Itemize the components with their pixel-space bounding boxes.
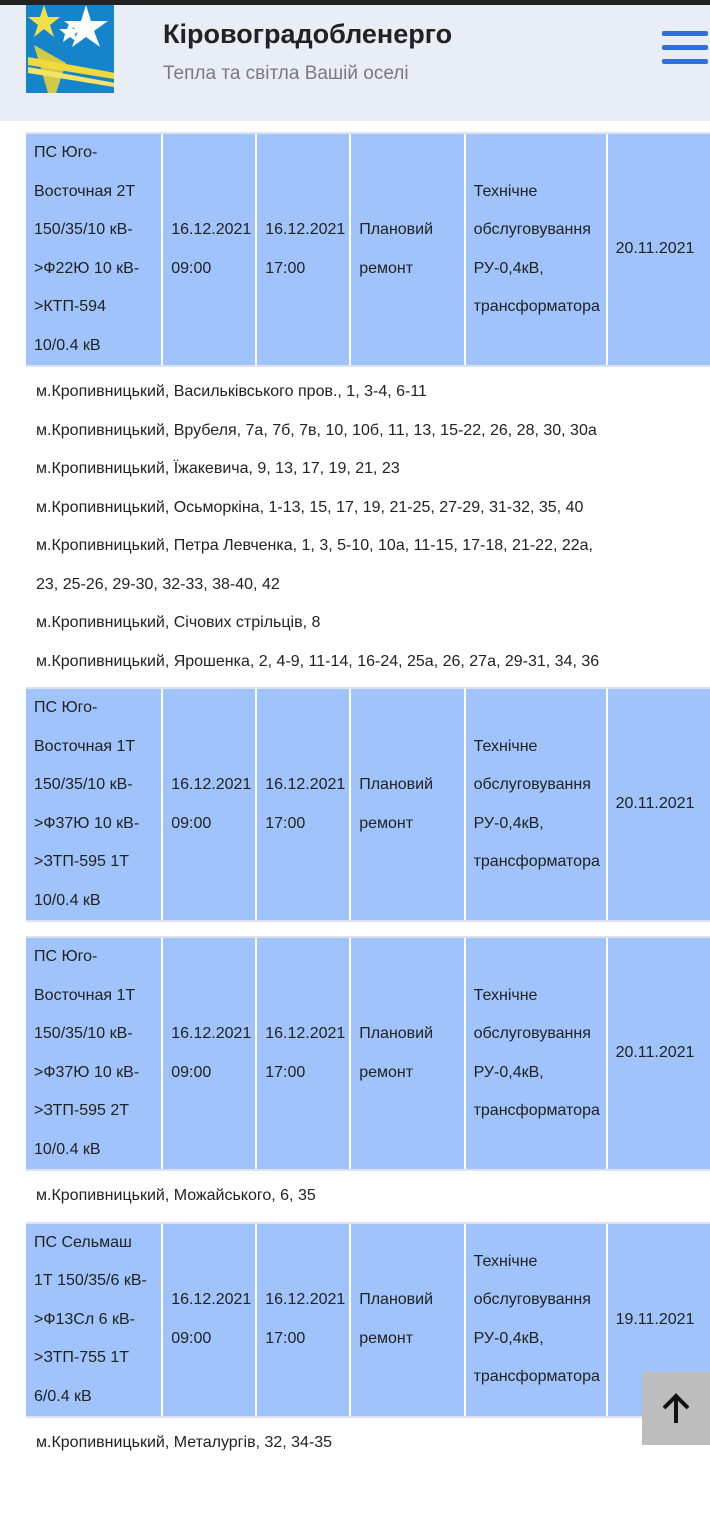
row-spacer	[26, 922, 710, 936]
outage-table	[26, 132, 710, 1469]
hamburger-menu-icon[interactable]	[662, 31, 708, 67]
address-item: м.Кропивницький, Ярошенка, 2, 4-9, 11-14, 16-24, 25а, 26, 27а, 29-31, 34, 36	[36, 652, 600, 670]
site-subtitle: Тепла та світла Вашій оселі	[163, 63, 409, 84]
work-type-cell: Плановий ремонт	[351, 689, 463, 920]
published-date-cell: 19.11.2021	[608, 1224, 710, 1417]
start-time-cell: 16.12.2021 09:00	[163, 689, 255, 920]
address-list	[26, 1418, 710, 1469]
table-row	[26, 132, 710, 367]
substation-cell: ПС Юго-Восточная 1Т 150/35/10 кВ->Ф37Ю 10 кВ->ЗТП-595 2Т 10/0.4 кВ	[26, 938, 161, 1169]
work-type-cell: Плановий ремонт	[351, 1224, 463, 1417]
address-item: м.Кропивницький, Осьморкіна, 1-13, 15, 17, 19, 21-25, 27-29, 31-32, 35, 40	[36, 498, 584, 516]
site-title[interactable]: Кіровоградобленерго	[163, 19, 453, 49]
end-time-cell: 16.12.2021 17:00	[257, 689, 349, 920]
published-date-cell: 20.11.2021	[608, 938, 710, 1169]
published-date-cell: 20.11.2021	[608, 134, 710, 365]
reason-cell: Технічне обслуговування РУ-0,4кВ, трансформатора	[466, 134, 606, 365]
work-type-cell: Плановий ремонт	[351, 938, 463, 1169]
address-list	[26, 1171, 710, 1222]
end-time-cell: 16.12.2021 17:00	[257, 134, 349, 365]
table-row	[26, 936, 710, 1171]
published-date-cell: 20.11.2021	[608, 689, 710, 920]
substation-cell: ПС Юго-Восточная 2Т 150/35/10 кВ->Ф22Ю 10 кВ->КТП-594 10/0.4 кВ	[26, 134, 161, 365]
address-item: м.Кропивницький, Їжакевича, 9, 13, 17, 19, 21, 23	[36, 460, 400, 477]
substation-cell: ПС Сельмаш 1Т 150/35/6 кВ->Ф13Сл 6 кВ->ЗТП-755 1Т 6/0.4 кВ	[26, 1224, 161, 1417]
address-item: м.Кропивницький, Можайського, 6, 35	[36, 1187, 316, 1204]
scroll-to-top-button[interactable]	[642, 1372, 710, 1445]
address-item: м.Кропивницький, Січових стрільців, 8	[36, 614, 321, 631]
address-item: м.Кропивницький, Металургів, 32, 34-35	[36, 1434, 333, 1451]
table-row	[26, 687, 710, 922]
stars-logo-icon[interactable]	[26, 5, 114, 93]
reason-cell: Технічне обслуговування РУ-0,4кВ, трансформатора	[466, 938, 606, 1169]
start-time-cell: 16.12.2021 09:00	[163, 134, 255, 365]
reason-cell: Технічне обслуговування РУ-0,4кВ, трансформатора	[466, 1224, 606, 1417]
start-time-cell: 16.12.2021 09:00	[163, 938, 255, 1169]
start-time-cell: 16.12.2021 09:00	[163, 1224, 255, 1417]
end-time-cell: 16.12.2021 17:00	[257, 1224, 349, 1417]
work-type-cell: Плановий ремонт	[351, 134, 463, 365]
reason-cell: Технічне обслуговування РУ-0,4кВ, трансформатора	[466, 689, 606, 920]
address-list	[26, 367, 710, 687]
site-header	[0, 5, 710, 121]
address-item: м.Кропивницький, Васильківського пров., 1, 3-4, 6-11	[36, 383, 427, 400]
address-item: м.Кропивницький, Петра Левченка, 1, 3, 5-10, 10а, 11-15, 17-18, 21-22, 22а, 23, 25-26, 29-30, 32-33, 38-40, 42	[36, 537, 593, 593]
substation-cell: ПС Юго-Восточная 1Т 150/35/10 кВ->Ф37Ю 10 кВ->ЗТП-595 1Т 10/0.4 кВ	[26, 689, 161, 920]
arrow-up-icon	[659, 1392, 693, 1426]
address-item: м.Кропивницький, Врубеля, 7а, 7б, 7в, 10, 10б, 11, 13, 15-22, 26, 28, 30, 30а	[36, 421, 597, 439]
table-row	[26, 1222, 710, 1419]
end-time-cell: 16.12.2021 17:00	[257, 938, 349, 1169]
